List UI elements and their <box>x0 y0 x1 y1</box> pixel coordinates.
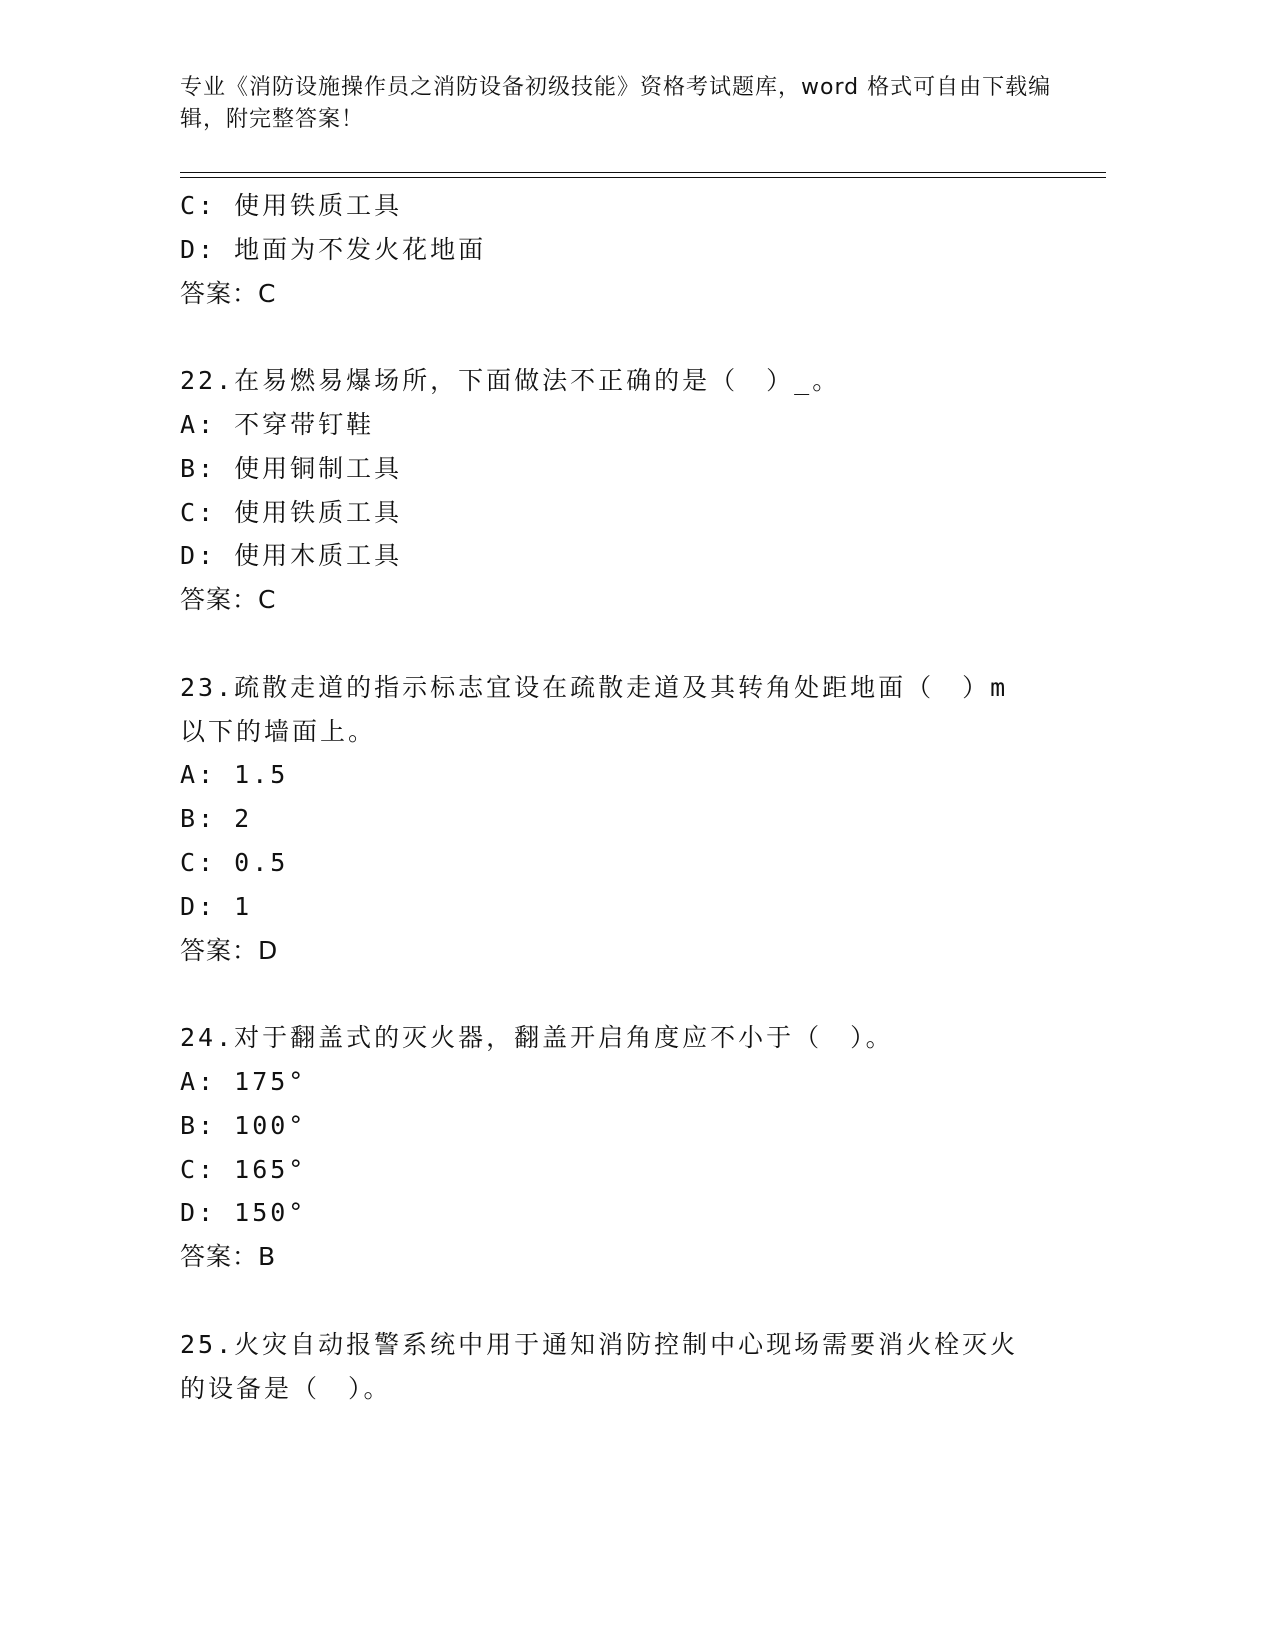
question-text: 23.疏散走道的指示标志宜设在疏散走道及其转角处距地面（ ）m 以下的墙面上。 <box>180 672 1009 746</box>
option-b: B: 2 <box>180 804 253 834</box>
header-rule-bottom <box>180 177 1106 178</box>
option-d: D: 使用木质工具 <box>180 541 403 571</box>
option-d: D: 1 <box>180 891 253 921</box>
option-c: C: 165° <box>180 1154 307 1184</box>
question-block-23 <box>180 666 1080 973</box>
option-c: C: 0.5 <box>180 847 289 877</box>
question-block-prev <box>180 184 1080 315</box>
option-b: B: 100° <box>180 1110 307 1140</box>
question-block-25 <box>180 1323 1080 1411</box>
header-text: 专业《消防设施操作员之消防设备初级技能》资格考试题库，word 格式可自由下载编辑，附完整答案！ <box>180 75 1052 132</box>
answer-line: 答案：C <box>180 278 277 308</box>
header-rule-top <box>180 172 1106 173</box>
question-text: 22.在易燃易爆场所，下面做法不正确的是（ ）_。 <box>180 366 841 396</box>
question-block-24 <box>180 1016 1080 1279</box>
question-text: 24.对于翻盖式的灭火器，翻盖开启角度应不小于（ ）。 <box>180 1023 894 1053</box>
question-text: 25.火灾自动报警系统中用于通知消防控制中心现场需要消火栓灭火的设备是（ ）。 <box>180 1329 1019 1403</box>
option-d: D: 地面为不发火花地面 <box>180 234 487 264</box>
question-list <box>180 184 1080 1410</box>
answer-line: 答案：B <box>180 1242 277 1272</box>
option-d: D: 150° <box>180 1198 307 1228</box>
option-a: A: 不穿带钉鞋 <box>180 409 375 439</box>
answer-line: 答案：C <box>180 585 277 615</box>
document-header <box>180 72 1060 136</box>
option-a: A: 175° <box>180 1066 307 1096</box>
option-a: A: 1.5 <box>180 760 289 790</box>
option-c: C: 使用铁质工具 <box>180 191 403 220</box>
answer-line: 答案：D <box>180 935 279 965</box>
option-b: B: 使用铜制工具 <box>180 453 403 483</box>
question-block-22 <box>180 359 1080 622</box>
option-c: C: 使用铁质工具 <box>180 497 403 527</box>
